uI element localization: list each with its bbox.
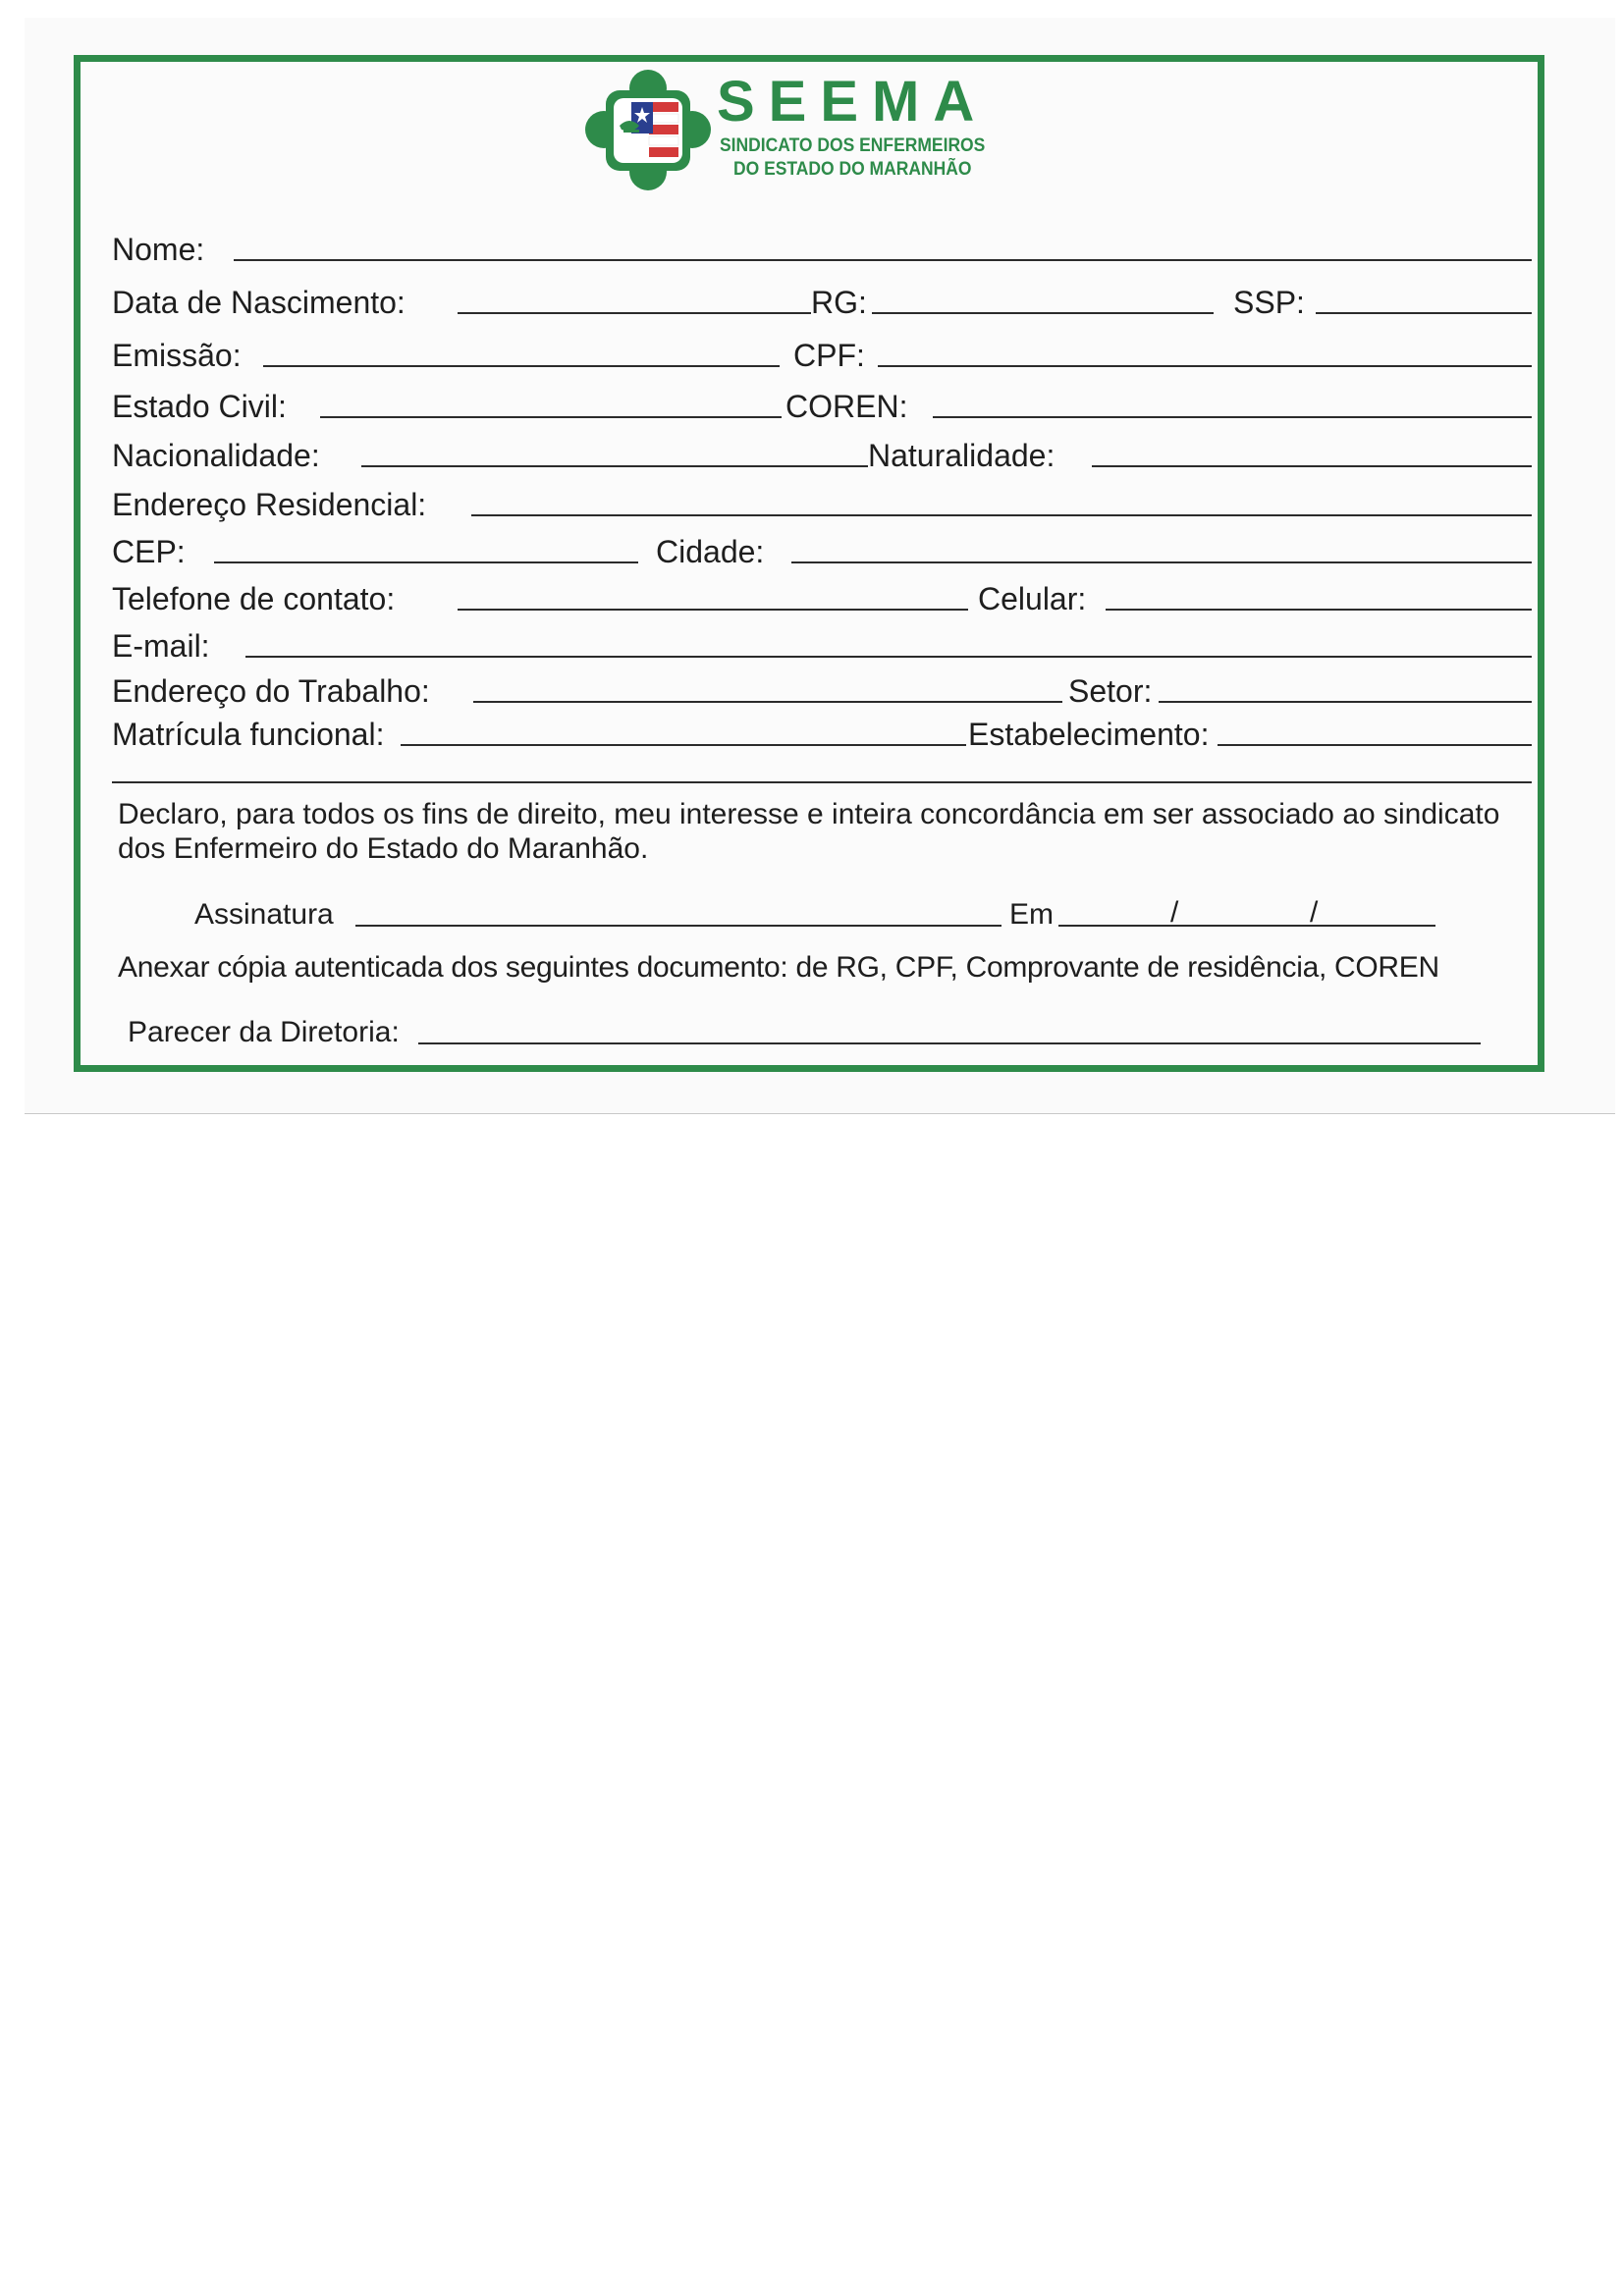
ssp-line[interactable] xyxy=(1316,312,1532,314)
rg-label: RG: xyxy=(811,285,867,320)
cidade-label: Cidade: xyxy=(656,534,765,569)
celular-line[interactable] xyxy=(1106,609,1532,611)
coren-label: COREN: xyxy=(785,389,908,424)
endereco-residencial-label: Endereço Residencial: xyxy=(112,487,427,522)
nome-label: Nome: xyxy=(112,232,205,267)
coren-line[interactable] xyxy=(933,416,1532,418)
setor-line[interactable] xyxy=(1159,701,1532,703)
endereco-trabalho-line[interactable] xyxy=(473,701,1062,703)
telefone-line[interactable] xyxy=(458,609,968,611)
nome-line[interactable] xyxy=(234,259,1532,261)
cep-label: CEP: xyxy=(112,534,186,569)
celular-label: Celular: xyxy=(978,581,1087,616)
naturalidade-label: Naturalidade: xyxy=(868,438,1056,473)
estabelecimento-line[interactable] xyxy=(1218,744,1532,746)
signature-line[interactable] xyxy=(355,925,1001,927)
telefone-label: Telefone de contato: xyxy=(112,581,396,616)
brand-subtitle-line1: SINDICATO DOS ENFERMEIROS xyxy=(720,135,986,156)
brand-name: SEEMA xyxy=(717,70,989,133)
declaration-text: Declaro, para todos os fins de direito, meu interesse e inteira concordância em ser associado ao sindicato dos Enfermeiro do Estado do Maranhão. xyxy=(118,798,1500,865)
email-label: E-mail: xyxy=(112,628,210,664)
date-slash-1: / xyxy=(1170,896,1179,929)
date-line[interactable] xyxy=(1058,925,1435,927)
data-nascimento-line[interactable] xyxy=(458,312,811,314)
emissao-line[interactable] xyxy=(263,365,780,367)
estado-civil-line[interactable] xyxy=(320,416,782,418)
matricula-label: Matrícula funcional: xyxy=(112,717,385,752)
seema-emblem-icon xyxy=(584,69,712,191)
data-nascimento-label: Data de Nascimento: xyxy=(112,285,406,320)
rg-line[interactable] xyxy=(872,312,1214,314)
setor-label: Setor: xyxy=(1068,673,1153,709)
nacionalidade-line[interactable] xyxy=(361,465,868,467)
extra-blank-line[interactable] xyxy=(112,781,1532,783)
emissao-label: Emissão: xyxy=(112,338,242,373)
estado-civil-label: Estado Civil: xyxy=(112,389,287,424)
naturalidade-line[interactable] xyxy=(1092,465,1532,467)
nacionalidade-label: Nacionalidade: xyxy=(112,438,320,473)
brand-subtitle-line2: DO ESTADO DO MARANHÃO xyxy=(733,159,972,180)
cidade-line[interactable] xyxy=(791,561,1532,563)
date-label: Em xyxy=(1009,898,1054,931)
signature-label: Assinatura xyxy=(194,898,334,931)
endereco-trabalho-label: Endereço do Trabalho: xyxy=(112,673,430,709)
matricula-line[interactable] xyxy=(401,744,966,746)
endereco-residencial-line[interactable] xyxy=(471,514,1532,516)
seema-header xyxy=(584,69,1036,191)
cpf-line[interactable] xyxy=(878,365,1532,367)
email-line[interactable] xyxy=(245,656,1532,658)
estabelecimento-label: Estabelecimento: xyxy=(968,717,1210,752)
board-opinion-line[interactable] xyxy=(418,1042,1481,1044)
ssp-label: SSP: xyxy=(1233,285,1305,320)
cpf-label: CPF: xyxy=(793,338,865,373)
cep-line[interactable] xyxy=(214,561,638,563)
board-opinion-label: Parecer da Diretoria: xyxy=(128,1016,400,1048)
date-slash-2: / xyxy=(1310,896,1319,929)
attachments-text: Anexar cópia autenticada dos seguintes documento: de RG, CPF, Comprovante de residência, COREN xyxy=(118,951,1439,984)
